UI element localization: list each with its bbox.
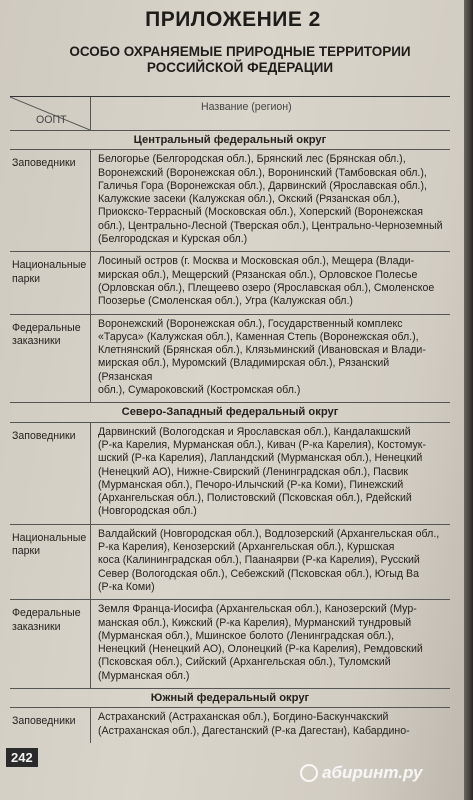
areas-cell (90, 315, 450, 403)
areas-cell (90, 423, 450, 524)
areas-cell (90, 600, 450, 688)
category-cell: Заповедники (12, 715, 76, 728)
header-name-label: Название (регион) (201, 101, 292, 113)
page-number: 242 (6, 748, 38, 767)
header-cell-name (90, 97, 450, 130)
table-row (10, 600, 450, 689)
areas-line: «Таруса» (Калужская обл.), Каменная Степь (Воронежская обл.), (98, 330, 419, 343)
areas-cell (90, 150, 450, 251)
areas-line: Галичья Гора (Воронежская обл.), Дарвинский (Ярославская обл.), (98, 179, 427, 192)
category-cell: Национальные парки (12, 531, 87, 558)
table-row (10, 150, 450, 252)
areas-line: (Ненецкий АО), Нижне-Свирский (Ленинградская обл.), Пасвик (98, 465, 409, 478)
header-ooopt-label: ООПТ (36, 114, 67, 126)
areas-line: Земля Франца-Иосифа (Архангельская обл.), Канозерский (Мур- (98, 603, 417, 616)
areas-line: Лосиный остров (г. Москва и Московская обл.), Мещера (Влади- (98, 255, 415, 268)
areas-line: Дарвинский (Вологодская и Ярославская обл.), Кандалакшский (98, 425, 411, 438)
areas-line: мирская обл.), Мещерский (Рязанская обл.), Орловское Полесье (98, 268, 418, 281)
areas-line: коса (Калининградская обл.), Паанаярви (Р-ка Карелия), Русский (98, 554, 420, 567)
areas-line: (Р-ка Карелия, Мурманская обл.), Кивач (Р-ка Карелия), Костомук- (98, 438, 426, 451)
areas-line: обл.), Сумароковский (Костромская обл.) (98, 384, 301, 397)
category-cell: Федеральные заказники (12, 321, 81, 347)
areas-line: (Архангельская обл.), Полистовский (Псковская обл.), Рдейский (98, 492, 412, 505)
areas-line: (Белгородская и Курская обл.) (98, 233, 248, 246)
areas-line: Приокско-Террасный (Московская обл.), Хоперский (Воронежская (98, 206, 424, 219)
header-cell-ooopt (10, 97, 90, 130)
subtitle-line: РОССИЙСКОЙ ФЕДЕРАЦИИ (146, 60, 334, 75)
protected-areas-table (10, 96, 450, 743)
watermark-logo-icon (300, 764, 318, 782)
table-row (10, 252, 450, 314)
category-cell: Национальные парки (12, 259, 87, 285)
table-row (10, 525, 450, 600)
areas-line: (Орловская обл.), Плещеево озеро (Ярославская обл.), Смоленское (98, 281, 435, 294)
category-cell: Федеральные заказники (12, 607, 81, 633)
areas-line: манская обл.), Кижский (Р-ка Карелия), Мурманский тундровый (98, 616, 412, 629)
table-body (10, 131, 450, 743)
areas-line: (Мурманская обл.) (98, 669, 190, 682)
category-cell: Заповедники (12, 429, 76, 442)
areas-line: Р-ка Карелия), Кенозерский (Архангельская обл.), Куршская (98, 541, 395, 554)
areas-line: Белогорье (Белгородская обл.), Брянский лес (Брянская обл.), (98, 153, 406, 166)
watermark-text: абиринт.ру (322, 763, 423, 782)
areas-line: Воронежский (Воронежская обл.), Государственный комплекс (98, 317, 403, 330)
subtitle-line: ОСОБО ОХРАНЯЕМЫЕ ПРИРОДНЫЕ ТЕРРИТОРИИ (69, 44, 411, 59)
areas-line: Валдайский (Новгородская обл.), Водлозерский (Архангельская обл., (98, 527, 440, 540)
district-heading: Северо-Западный федеральный округ (10, 403, 450, 422)
next-page-edge (464, 0, 473, 800)
areas-cell (90, 525, 450, 599)
table-row (10, 315, 450, 404)
district-heading: Центральный федеральный округ (10, 131, 450, 150)
areas-line: Калужские засеки (Калужская обл.), Окский (Рязанская обл.), (98, 193, 400, 206)
table-row (10, 708, 450, 743)
areas-line: Астраханский (Астраханская обл.), Богдино-Баскунчакский (98, 711, 389, 724)
areas-line: Север (Вологодская обл.), Себежский (Псковская обл.), Югыд Ва (98, 567, 420, 580)
areas-line: Поозерье (Смоленская обл.), Угра (Калужская обл.) (98, 295, 353, 308)
areas-line: (Новгородская обл.) (98, 505, 197, 518)
areas-cell (90, 252, 450, 313)
district-heading: Южный федеральный округ (10, 689, 450, 708)
areas-line: (Мурманская обл.), Печоро-Илычский (Р-ка Коми), Пинежский (98, 478, 404, 491)
areas-line: мирская обл.), Муромский (Владимирская обл.), Рязанский (Рязанская (98, 357, 390, 383)
areas-line: обл.), Центрально-Лесной (Тверская обл.), Центрально-Черноземный (98, 219, 443, 232)
areas-line: Ненецкий (Ненецкий АО), Олонецкий (Р-ка Карелия), Ремдовский (98, 643, 423, 656)
page-title: ПРИЛОЖЕНИЕ 2 (145, 8, 321, 31)
page-subtitle (40, 44, 440, 76)
table-row (10, 423, 450, 525)
areas-line: Клетнянский (Брянская обл.), Клязьминский (Ивановская и Влади- (98, 344, 426, 357)
areas-line: (Мурманская обл.), Мшинское болото (Ленинградская обл.), (98, 629, 395, 642)
category-cell: Заповедники (12, 157, 76, 170)
table-header (10, 97, 450, 131)
areas-line: (Астраханская обл.), Дагестанский (Р-ка Дагестан), Кабардино- (98, 724, 410, 737)
areas-line: (Псковская обл.), Сийский (Архангельская обл.), Туломский (98, 656, 391, 669)
areas-line: шский (Р-ка Карелия), Лапландский (Мурманская обл.), Ненецкий (98, 452, 423, 465)
areas-line: (Р-ка Коми) (98, 580, 155, 593)
areas-line: Воронежский (Воронежская обл.), Воронинский (Тамбовская обл.), (98, 166, 427, 179)
areas-cell (90, 708, 450, 743)
